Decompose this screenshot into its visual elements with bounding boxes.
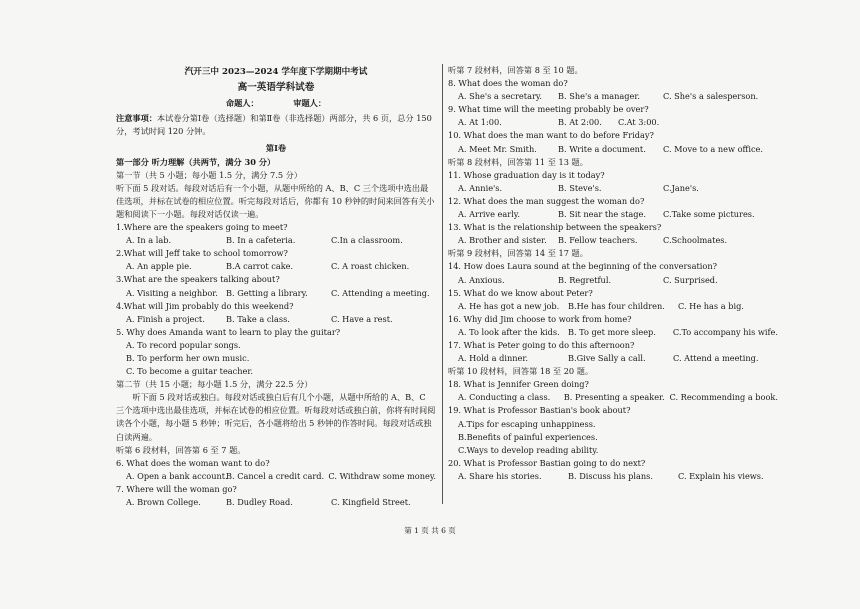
notice — [116, 112, 436, 138]
option-b: B. Dudley Road. — [226, 497, 293, 507]
option-c: C. Attend a meeting. — [673, 353, 759, 364]
question-2: 2.What will Jeff take to school tomorrow? — [116, 248, 288, 259]
option-b: B. To get more sleep. — [567, 326, 656, 337]
option-b: B. Discuss his plans. — [568, 470, 653, 481]
option-a: A. Arrive early. — [458, 209, 520, 220]
option-c: C. Move to a new office. — [663, 143, 763, 154]
options-17 — [448, 352, 778, 365]
right-column — [448, 64, 778, 483]
option-a: A. To look after the kids. — [458, 326, 560, 337]
option-b: B.A carrot cake. — [226, 261, 294, 272]
question-16: 16. Why did Jim choose to work from home? — [448, 313, 632, 324]
option-b: B. Take a class. — [226, 313, 290, 324]
section1-title: 第一节（共 5 小题；每小题 1.5 分，满分 7.5 分） — [116, 169, 303, 180]
option-a: A. At 1:00. — [458, 117, 502, 128]
question-17: 17. What is Peter going to do this afternoon? — [448, 339, 635, 350]
option-c: C.In a classroom. — [331, 235, 403, 246]
option-c: C. Kingfield Street. — [331, 497, 411, 507]
options-15 — [448, 300, 778, 313]
section1-instructions: 听下面 5 段对话。每段对话后有一个小题，从题中所给的 A、B、C 三个选项中选出最佳选项，并标在试卷的相应位置。听完每段对话后，你都有 10 秒钟的时间来回答有关小题和阅读下一小题。每段对话仅读一遍。 — [116, 182, 435, 219]
option-a: A. In a lab. — [126, 235, 172, 246]
options-12 — [448, 208, 778, 221]
options-6 — [116, 470, 436, 483]
option-a: A. Conducting a class. — [458, 392, 551, 403]
options-11 — [448, 182, 778, 195]
option-a: A. Annie's. — [458, 182, 503, 193]
material-note-7: 听第 7 段材料，回答第 8 至 10 题。 — [448, 65, 583, 75]
option-a: A. To record popular songs. — [126, 339, 241, 350]
options-7 — [116, 496, 436, 509]
option-a: A. Meet Mr. Smith. — [458, 143, 537, 154]
page-footer: 第 1 页 共 6 页 — [404, 526, 456, 535]
option-b: B. Fellow teachers. — [558, 235, 638, 246]
option-c: C.Ways to develop reading ability. — [458, 444, 599, 455]
part1-title: 第一部分 听力理解（共两节，满分 30 分） — [116, 156, 276, 167]
school-title: 汽开三中 2023—2024 学年度下学期期中考试 — [184, 67, 368, 77]
option-b: B. Write a document. — [558, 143, 646, 154]
option-b: B. To perform her own music. — [126, 352, 250, 363]
question-12: 12. What does the man suggest the woman do? — [448, 195, 645, 206]
question-3: 3.What are the speakers talking about? — [116, 274, 280, 285]
option-b: B. At 2:00. — [558, 117, 602, 128]
option-c: C.Take some pictures. — [663, 209, 755, 220]
material-note-6: 听第 6 段材料，回答第 6 至 7 题。 — [116, 444, 246, 455]
section2-title: 第二节（共 15 小题；每小题 1.5 分，满分 22.5 分） — [116, 379, 313, 390]
option-b: B.Give Sally a call. — [568, 353, 646, 364]
question-9: 9. What time will the meeting probably be over? — [448, 104, 649, 115]
option-c: C. Surprised. — [663, 274, 718, 285]
options-8 — [448, 90, 778, 103]
option-b: B. She's a manager. — [558, 91, 640, 102]
reviewer-label: 审题人： — [293, 98, 327, 109]
question-6: 6. What does the woman want to do? — [116, 457, 270, 468]
option-a: A.Tips for escaping unhappiness. — [458, 418, 596, 429]
maker-label: 命题人： — [225, 98, 259, 109]
options-10 — [448, 143, 778, 156]
options-16 — [448, 326, 778, 339]
options-1 — [116, 234, 436, 247]
option-a: A. He has got a new job. — [458, 300, 560, 311]
option-a: A. An apple pie. — [126, 261, 192, 272]
option-b: B. Presenting a speaker. — [563, 392, 665, 403]
option-a: A. Share his stories. — [458, 470, 542, 481]
options-13 — [448, 234, 778, 247]
question-14: 14. How does Laura sound at the beginning of the conversation? — [448, 261, 717, 272]
left-column — [116, 64, 436, 509]
options-20 — [448, 470, 778, 483]
material-note-8: 听第 8 段材料，回答第 11 至 13 题。 — [448, 156, 588, 167]
options-18 — [448, 391, 778, 404]
option-b: B. Cancel a credit card. — [226, 470, 325, 481]
option-c: C. Attending a meeting. — [331, 287, 430, 298]
options-14 — [448, 274, 778, 287]
option-b: B. Regretful. — [558, 274, 612, 285]
authors-line — [116, 97, 436, 110]
option-a: A. Brother and sister. — [458, 235, 547, 246]
option-b: B. Steve's. — [558, 182, 602, 193]
column-divider — [442, 64, 443, 504]
question-4: 4.What will Jim probably do this weekend? — [116, 300, 294, 311]
notice-label: 注意事项： — [116, 113, 157, 124]
volume-title: 第Ⅰ卷 — [265, 143, 287, 154]
option-c: C. Withdraw some money. — [328, 470, 436, 481]
option-a: A. Anxious. — [458, 274, 505, 285]
material-note-9: 听第 9 段材料，回答第 14 至 17 题。 — [448, 248, 588, 259]
question-7: 7. Where will the woman go? — [116, 483, 237, 494]
options-4 — [116, 313, 436, 326]
material-note-10: 听第 10 段材料，回答第 18 至 20 题。 — [448, 366, 594, 377]
option-c: C. He has a big. — [678, 300, 744, 311]
options-3 — [116, 287, 436, 300]
question-5: 5. Why does Amanda want to learn to play the guitar? — [116, 326, 341, 337]
option-c: C. She's a salesperson. — [663, 91, 759, 102]
section2-instructions: 听下面 5 段对话或独白。每段对话或独白后有几个小题，从题中所给的 A、B、C 三个选项中选出最佳选项，并标在试卷的相应位置。听每段对话或独白前，你将有时间阅读各个小题，每小题 5 秒钟；听完后，各小题将给出 5 秒钟的作答时间。每段对话或独白读两遍。 — [116, 392, 436, 442]
option-c: C.To accompany his wife. — [672, 326, 778, 337]
options-2 — [116, 260, 436, 273]
option-a: A. Brown College. — [126, 497, 201, 507]
option-b: B.He has four children. — [568, 300, 665, 311]
option-c: C.Jane's. — [663, 182, 699, 193]
option-c: C. Have a rest. — [331, 313, 393, 324]
question-13: 13. What is the relationship between the speakers? — [448, 222, 662, 233]
option-a: A. She's a secretary. — [458, 91, 543, 102]
question-1: 1.Where are the speakers going to meet? — [116, 222, 288, 233]
question-8: 8. What does the woman do? — [448, 78, 568, 89]
option-c: C. Explain his views. — [678, 470, 764, 481]
option-b: B. In a cafeteria. — [226, 235, 296, 246]
question-11: 11. Whose graduation day is it today? — [448, 169, 605, 180]
options-9 — [448, 116, 778, 129]
option-a: A. Hold a dinner. — [458, 353, 529, 364]
question-19: 19. What is Professor Bastian's book about? — [448, 405, 631, 416]
option-c: C. A roast chicken. — [331, 261, 410, 272]
question-18: 18. What is Jennifer Green doing? — [448, 379, 589, 390]
option-c: C.At 3:00. — [618, 117, 660, 128]
question-20: 20. What is Professor Bastian going to do next? — [448, 457, 646, 468]
question-10: 10. What does the man want to do before Friday? — [448, 130, 654, 141]
option-c: C. To become a guitar teacher. — [126, 366, 253, 377]
subject-title: 高一英语学科试卷 — [237, 82, 315, 94]
option-b: B. Getting a library. — [226, 287, 308, 298]
option-b: B. Sit near the stage. — [558, 209, 646, 220]
option-c: C. Recommending a book. — [669, 392, 778, 403]
option-a: A. Visiting a neighbor. — [126, 287, 218, 298]
option-b: B.Benefits of painful experiences. — [458, 431, 598, 442]
notice-text: 本试卷分第Ⅰ卷（选择题）和第Ⅱ卷（非选择题）两部分，共 6 页，总分 150 分，考试时间 120 分钟。 — [116, 113, 432, 137]
option-c: C.Schoolmates. — [663, 235, 728, 246]
option-a: A. Open a bank account. — [126, 470, 228, 481]
option-a: A. Finish a project. — [126, 313, 205, 324]
question-15: 15. What do we know about Peter? — [448, 287, 593, 298]
